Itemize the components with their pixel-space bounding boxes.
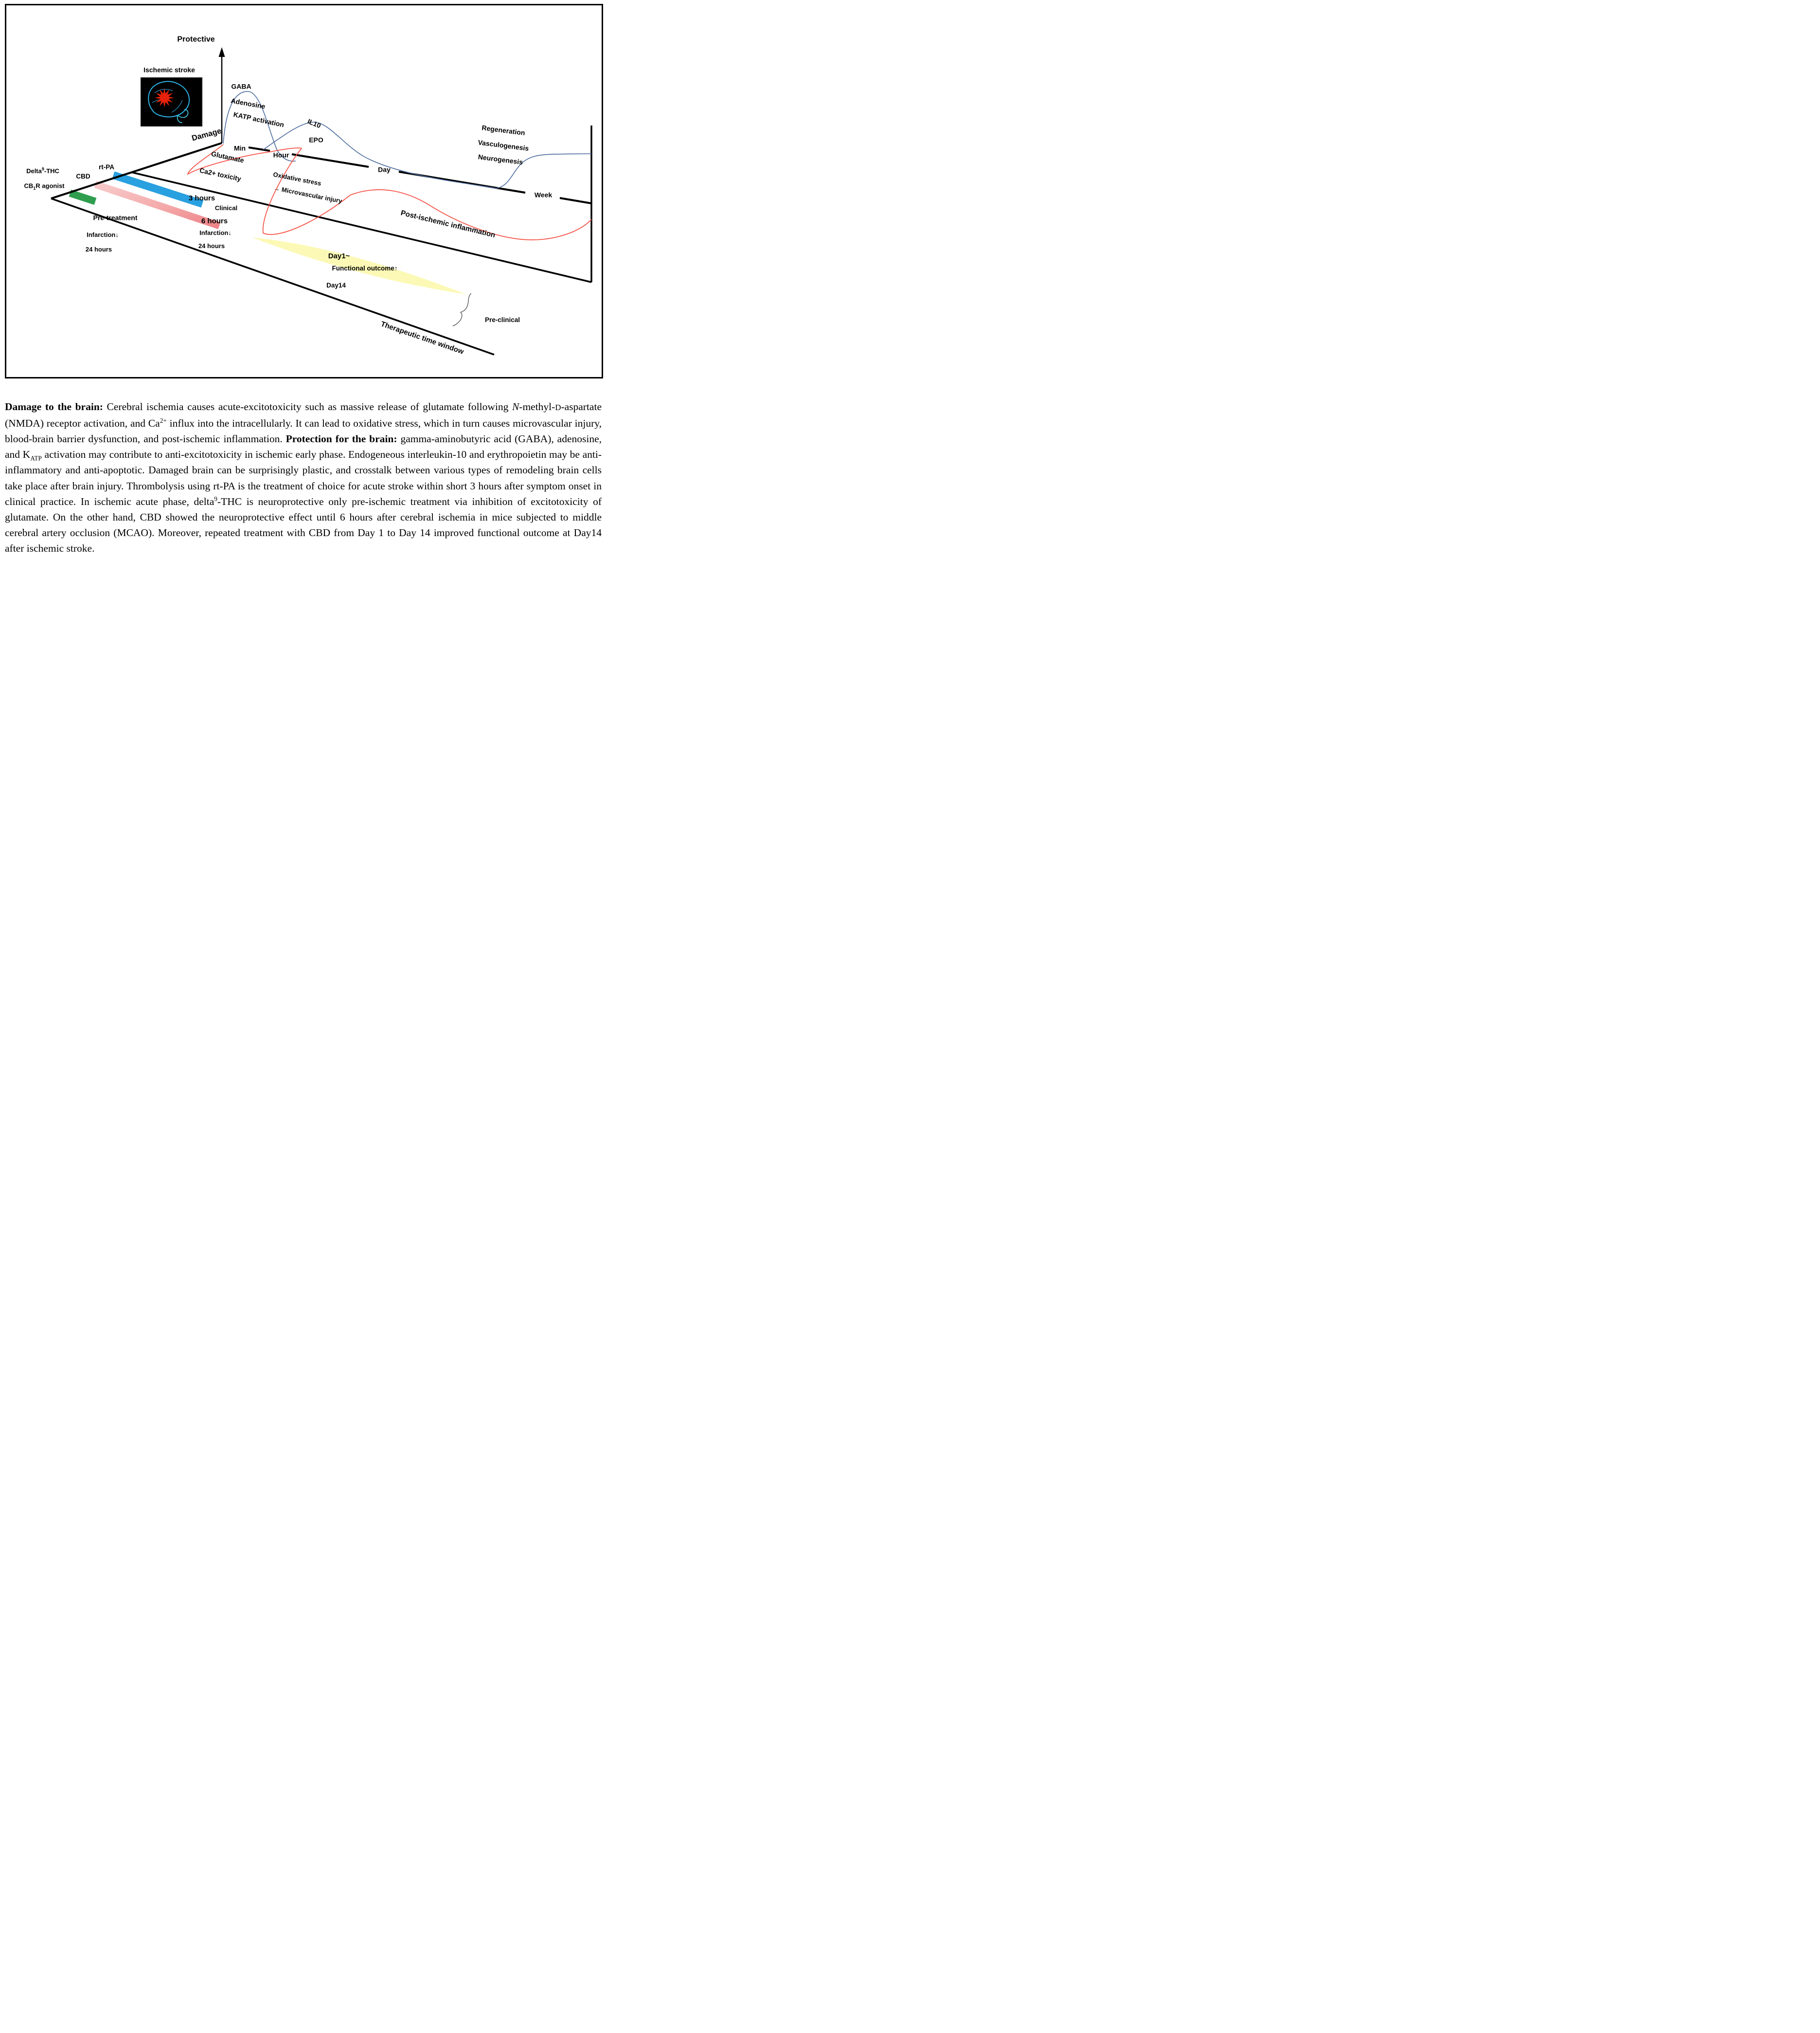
curve-excitotoxicity-inflammation <box>188 144 591 240</box>
caption-segment: gamma-aminobutyric acid (GABA), adenosine, and K <box>5 432 602 461</box>
label-hour: Hour <box>273 151 289 159</box>
label-min: Min <box>233 144 246 152</box>
label-delta9-thc <box>26 167 59 175</box>
label-ca-toxicity: Ca2+ toxicity <box>198 166 242 183</box>
label-gaba: GABA <box>231 82 251 90</box>
label-microvascular-injury: → Microvascular injury <box>273 184 343 205</box>
bar-cb1r-agonist-green <box>70 193 95 201</box>
protective-axis-arrowhead <box>219 47 225 57</box>
caption-segment: 9 <box>214 495 217 503</box>
label-glutamate: Glutamate <box>210 149 245 164</box>
caption-segment: D <box>555 402 561 412</box>
caption-segment: Cerebral ischemia causes acute-excitotoxicity such as massive release of glutamate following <box>103 400 512 413</box>
label-epo: EPO <box>309 136 323 144</box>
time-axis-dash-4 <box>560 198 591 203</box>
label-3hours: 3 hours <box>188 194 215 203</box>
page <box>0 0 607 678</box>
damage-axis-line <box>51 143 222 198</box>
caption-segment: N <box>512 400 519 413</box>
caption-segment: 2+ <box>160 416 167 424</box>
label-cbd: CBD <box>76 172 90 180</box>
label-day: Day <box>378 165 391 174</box>
label-ischemic-stroke: Ischemic stroke <box>143 66 195 74</box>
label-infarction-1: Infarction↓ <box>87 231 119 239</box>
preclinical-brace <box>453 293 471 326</box>
label-rtpa: rt-PA <box>99 163 114 171</box>
time-axis-dash-2 <box>292 154 369 167</box>
label-cb1r-agonist <box>24 182 64 191</box>
label-regeneration: Regeneration <box>481 124 526 137</box>
label-24hours-2: 24 hours <box>198 242 225 250</box>
figure-caption <box>5 399 602 557</box>
label-day14: Day14 <box>326 281 346 289</box>
label-post-ischemic-inflammation: Post-ischemic inflammation <box>400 209 496 240</box>
caption-segment: -THC is neuroprotective only pre-ischemic treatment via inhibition of excitotoxicity of glutamate. On the other hand, CBD showed the neuroprotective effect until 6 hours after cerebral ischemia in mice subjected to middle cerebral artery occlusion (MCAO). Moreover, repeated treatment with CBD from Day 1 to Day 14 improved functional outcome at Day14 after ischemic stroke. <box>5 495 602 555</box>
caption-segment: Protection for the brain: <box>285 432 397 445</box>
label-damage: Damage <box>191 126 223 143</box>
label-infarction-2: Infarction↓ <box>199 229 232 237</box>
label-24hours-1: 24 hours <box>85 246 112 253</box>
delta-thc-suffix: -THC <box>44 167 59 175</box>
figure-frame <box>5 4 603 378</box>
label-6hours: 6 hours <box>201 217 228 226</box>
caption-segment: Damage to the brain: <box>5 400 103 413</box>
label-pretreatment: Pre-treatment <box>93 214 138 222</box>
caption-segment: activation may contribute to anti-excitotoxicity in ischemic early phase. Endogeneous interleukin-10 and erythropoietin may be anti-inflammatory and anti-apoptotic. Damaged brain can be surprisingly plastic, and crosstalk between various types of remodeling brain cells take place after brain injury. Thrombolysis using rt-PA is the treatment of choice for acute stroke within short 3 hours after symptom onset in clinical practice. In ischemic acute phase, delta <box>5 449 602 507</box>
cb1r-sub: 1 <box>33 186 36 191</box>
label-adenosine: Adenosine <box>230 96 266 110</box>
caption-segment: influx into the intracellularly. It can lead to oxidative stress, which in turn causes microvascular injury, blood-brain barrier dysfunction, and post-ischemic inflammation. <box>5 417 602 445</box>
label-clinical: Clinical <box>214 204 238 212</box>
label-vasculogenesis: Vasculogenesis <box>477 138 530 153</box>
label-katp-activation: KATP activation <box>232 110 285 129</box>
label-preclinical: Pre-clinical <box>484 316 520 324</box>
cb1r-suffix: R agonist <box>36 182 65 190</box>
label-week: Week <box>534 191 553 199</box>
time-axis-dash-1 <box>249 147 270 151</box>
brain-image <box>141 77 202 126</box>
cb1r-text: CB <box>24 182 34 190</box>
caption-segment: -aspartate (NMDA) receptor activation, and Ca <box>5 400 602 429</box>
label-neurogenesis: Neurogenesis <box>478 153 523 166</box>
delta-thc-sup: 9 <box>41 166 44 172</box>
caption-segment: -methyl- <box>519 400 555 413</box>
label-il10: IL10 <box>306 117 322 130</box>
delta-thc-text: Delta <box>26 167 42 175</box>
label-functional-outcome: Functional outcome↑ <box>332 264 398 272</box>
label-protective: Protective <box>177 35 215 44</box>
label-day1: Day1~ <box>328 252 350 261</box>
label-oxidative-stress: Oxidative stress <box>272 170 322 187</box>
label-therapeutic-time-window: Therapeutic time window <box>379 320 465 356</box>
caption-segment: ATP <box>30 454 42 462</box>
